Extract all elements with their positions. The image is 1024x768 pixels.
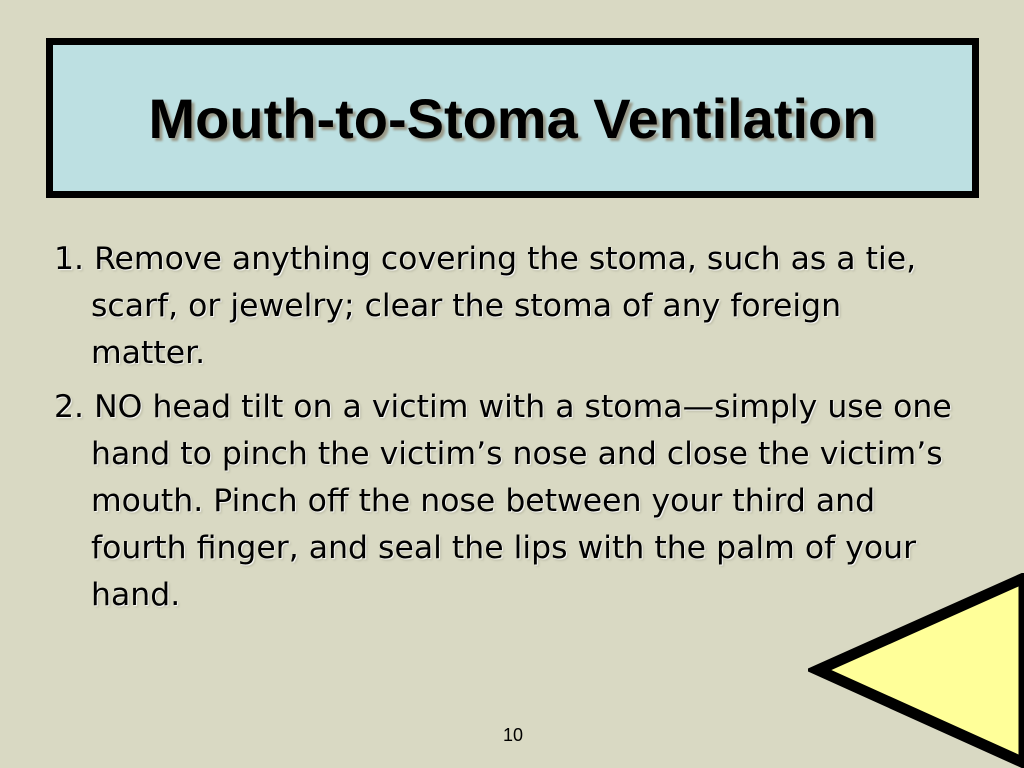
list-item: 1. Remove anything covering the stoma, such as a tie, scarf, or jewelry; clear the stoma of any foreign matter. [54, 241, 917, 371]
page-number: 10 [502, 725, 524, 745]
triangle-pointer-icon [808, 573, 1024, 768]
list-item: 2. NO head tilt on a victim with a stoma—simply use one hand to pinch the victim’s nose and close the victim’s mouth. Pinch off the nose between your third and fourth finger, and seal the lips with the palm of your hand. [54, 389, 952, 613]
title-box [46, 38, 979, 198]
bullet-list [54, 236, 954, 626]
slide-title: Mouth-to-Stoma Ventilation [148, 86, 877, 150]
